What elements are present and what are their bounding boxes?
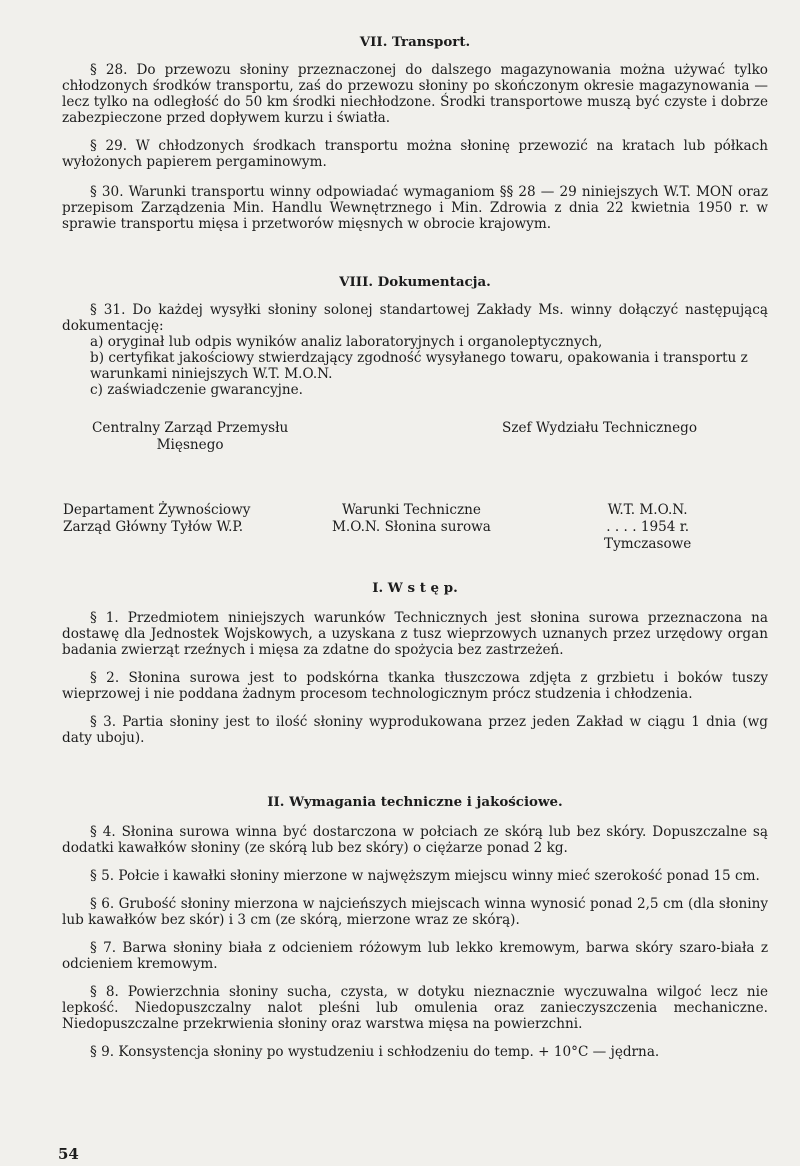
paragraph-28: § 28. Do przewozu słoniny przeznaczonej do dalszego magazynowania można używać tylko chłodzonych środków transportu, zaś do przewozu słoniny po skończonym okresie magazynowania — lecz tylko na odległość do 50 km środki niechłodzone. Środki transportowe muszą być czyste i dobrze zabezpieczone przed dopływem kurzu i światła. — [62, 62, 768, 126]
header-right-line2: . . . . 1954 r. — [606, 519, 690, 535]
paragraph-8: § 8. Powierzchnia słoniny sucha, czysta, w dotyku nieznacznie wyczuwalna wilgoć lecz nie lepkość. Niedopuszczalny nalot pleśni lub omulenia oraz zanieczyszczenia mechaniczne. Niedopuszczalne przekrwienia słoniny oraz warstwa mięsa na powierzchni. — [62, 984, 768, 1032]
header-left-line1: Departament Żywnościowy — [63, 502, 251, 518]
section-ii — [62, 794, 768, 1060]
section-i-title: I. W s t ę p. — [372, 580, 458, 596]
paragraph-4: § 4. Słonina surowa winna być dostarczona w połciach ze skórą lub bez skóry. Dopuszczalne są dodatki kawałków słoniny (ze skórą lub bez skóry) o ciężarze ponad 2 kg. — [62, 824, 768, 856]
header-center-line1: Warunki Techniczne — [342, 502, 481, 518]
list-item: b) certyfikat jakościowy stwierdzający zgodność wysyłanego towaru, opakowania i transportu z warunkami niniejszych W.T. M.O.N. — [90, 350, 748, 382]
paragraph-29: § 29. W chłodzonych środkach transportu można słoninę przewozić na kratach lub półkach wyłożonych papierem pergaminowym. — [62, 138, 768, 170]
documentation-list — [62, 334, 768, 398]
section-viii — [62, 274, 768, 398]
paragraph-7: § 7. Barwa słoniny biała z odcieniem różowym lub lekko kremowym, barwa skóry szaro-biała z odcieniem kremowym. — [62, 940, 768, 972]
header-left-line2: Zarząd Główny Tyłów W.P. — [63, 519, 244, 535]
header-right — [604, 502, 691, 553]
paragraph-3: § 3. Partia słoniny jest to ilość słoniny wyprodukowana przez jeden Zakład w ciągu 1 dnia (wg daty uboju). — [62, 714, 768, 746]
signature-left — [92, 420, 288, 454]
paragraph-6: § 6. Grubość słoniny mierzona w najcieńszych miejscach winna wynosić ponad 2,5 cm (dla słoniny lub kawałków bez skór) i 3 cm (ze skórą, mierzone wraz ze skórą). — [62, 896, 768, 928]
section-vii — [62, 34, 768, 232]
paragraph-1: § 1. Przedmiotem niniejszych warunków Technicznych jest słonina surowa przeznaczona na dostawę dla Jednostek Wojskowych, a uzyskana z tusz wieprzowych uznanych przez urzędowy organ badania zwierząt rzeźnych i mięsa za zdatne do spożycia bez zastrzeżeń. — [62, 610, 768, 658]
paragraph-9: § 9. Konsystencja słoniny po wystudzeniu i schłodzeniu do temp. + 10°C — jędrna. — [90, 1044, 660, 1060]
section-ii-title: II. Wymagania techniczne i jakościowe. — [267, 794, 563, 810]
paragraph-2: § 2. Słonina surowa jest to podskórna tkanka tłuszczowa zdjęta z grzbietu i boków tuszy wieprzowej i nie poddana żadnym procesom technologicznym prócz studzenia i chłodzenia. — [62, 670, 768, 702]
header-left — [63, 502, 250, 536]
signature-left-line1: Centralny Zarząd Przemysłu — [92, 420, 289, 436]
paragraph-30: § 30. Warunki transportu winny odpowiadać wymaganiom §§ 28 — 29 niniejszych W.T. MON oraz przepisom Zarządzenia Min. Handlu Wewnętrznego i Min. Zdrowia z dnia 22 kwietnia 1950 r. w sprawie transportu mięsa i przetworów mięsnych w obrocie krajowym. — [62, 184, 768, 232]
list-item: a) oryginał lub odpis wyników analiz laboratoryjnych i organoleptycznych, — [90, 334, 603, 350]
section-i — [62, 580, 768, 746]
header-center-line2: M.O.N. Słonina surowa — [332, 519, 491, 535]
header-right-line1: W.T. M.O.N. — [607, 502, 688, 518]
section-vii-title: VII. Transport. — [359, 34, 471, 50]
list-item: c) zaświadczenie gwarancyjne. — [90, 382, 303, 398]
signature-right: Szef Wydziału Technicznego — [502, 420, 698, 436]
header-center — [332, 502, 491, 536]
page-number: 54 — [58, 1145, 79, 1163]
paragraph-31: § 31. Do każdej wysyłki słoniny solonej standartowej Zakłady Ms. winny dołączyć następującą dokumentację: — [62, 302, 768, 334]
section-viii-title: VIII. Dokumentacja. — [339, 274, 491, 290]
paragraph-5: § 5. Połcie i kawałki słoniny mierzone w najwęższym miejscu winny mieć szerokość ponad 15 cm. — [90, 868, 760, 884]
signature-left-line2: Mięsnego — [156, 437, 224, 453]
header-right-line3: Tymczasowe — [604, 536, 692, 552]
